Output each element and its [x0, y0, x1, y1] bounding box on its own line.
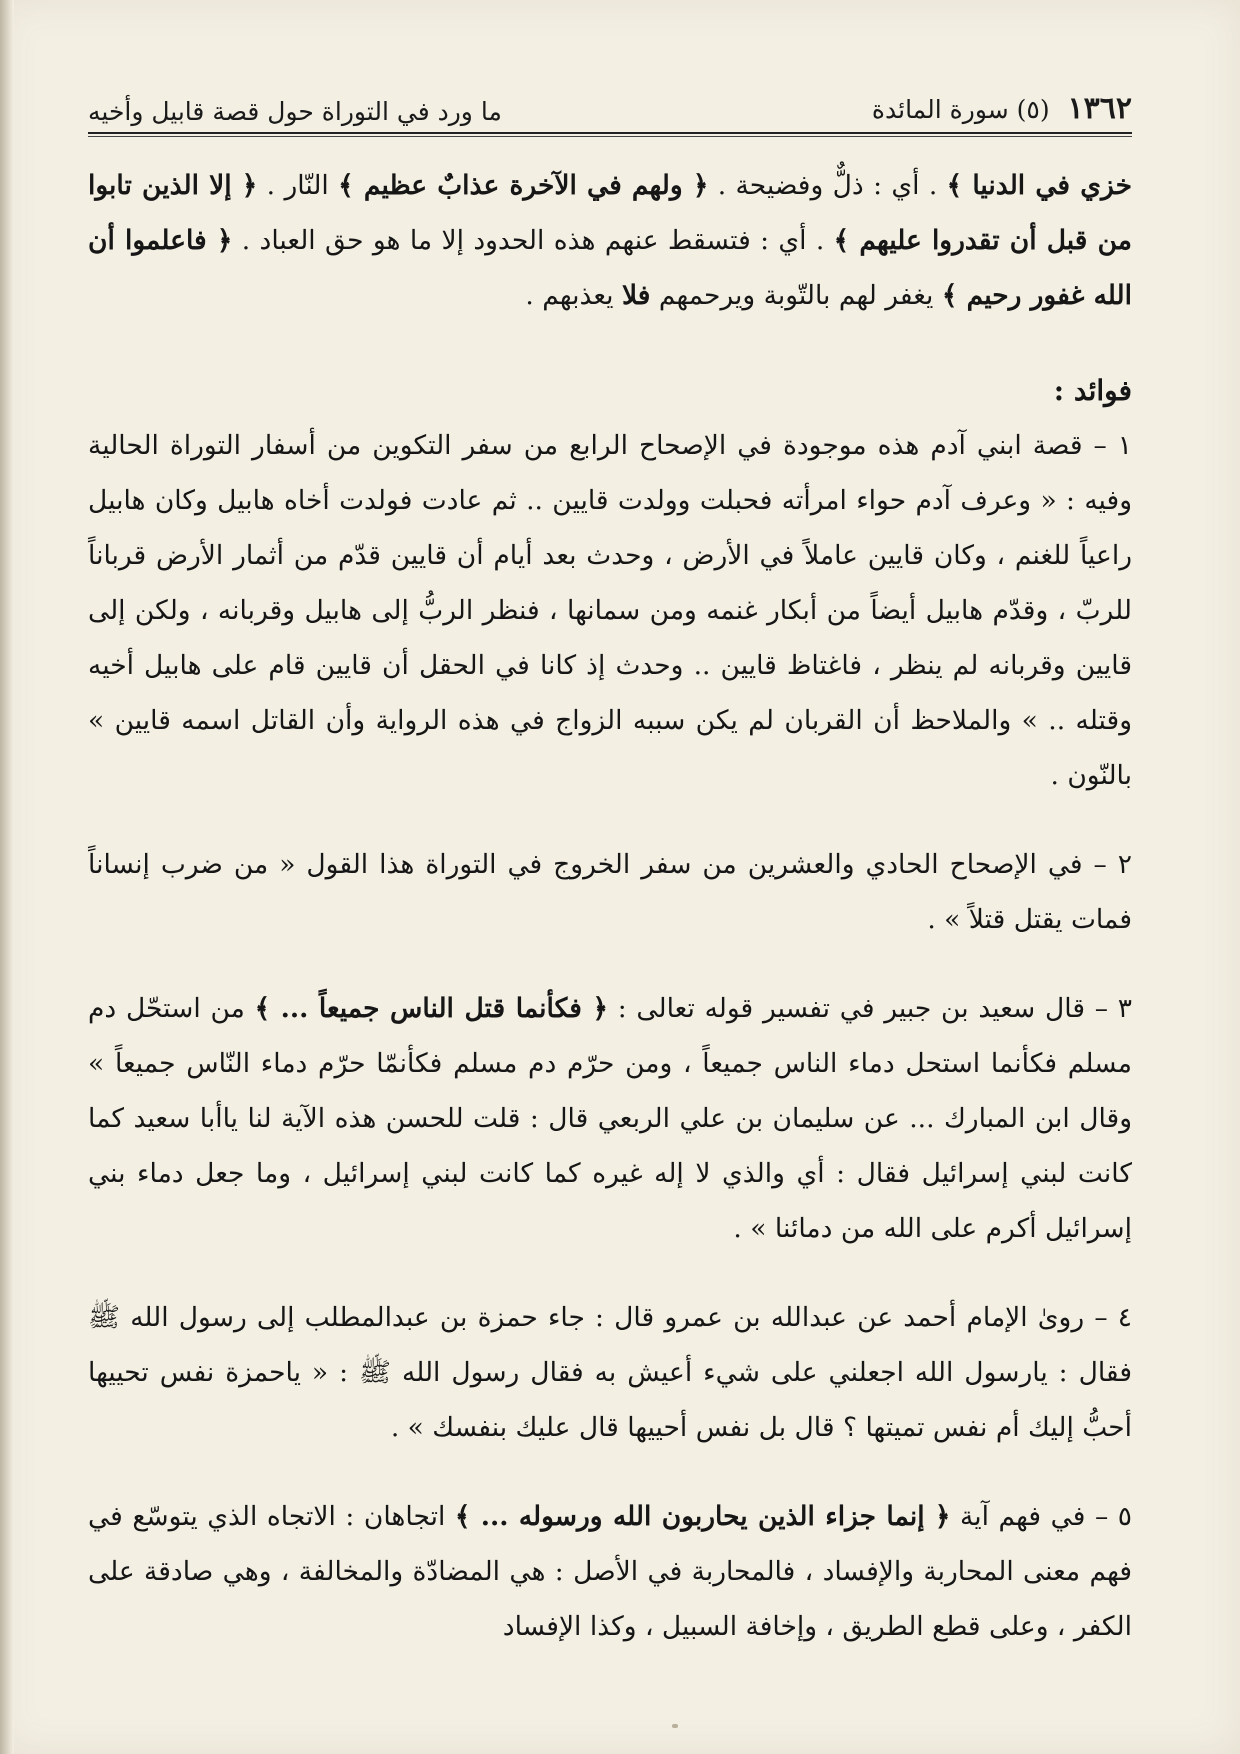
text-run: ٤ – روىٰ الإمام أحمد عن عبدالله بن عمرو قال : جاء حمزة بن عبدالمطلب إلى رسول الله ﷺ فقال : يارسول الله اجعلني على شيء أعيش به فقال رسول الله ﷺ : « ياحمزة نفس تحييها أحبُّ إليك أم نفس تميتها ؟ قال بل نفس أحييها قال عليك بنفسك » . — [88, 1302, 1132, 1443]
point-1-paragraph — [88, 418, 1132, 803]
point-3-paragraph — [88, 981, 1132, 1256]
text-run: يعذبهم . — [525, 280, 622, 311]
bold-text-run: ﴿ فكأنما قتل الناس جميعاً ... ﴾ — [254, 993, 608, 1024]
page-binding-shadow — [0, 0, 14, 1754]
text-run: ٢ – في الإصحاح الحادي والعشرين من سفر الخروج في التوراة هذا القول « من ضرب إنساناً فمات يقتل قتلاً » . — [88, 849, 1132, 935]
page-number: ١٣٦٢ — [1067, 91, 1132, 126]
header-rule — [88, 132, 1132, 134]
text-run: اتجاهان : الاتجاه الذي يتوسّع في فهم معنى المحاربة والإفساد ، فالمحاربة في الأصل : هي المضادّة والمخالفة ، وهي صادقة على الكفر ، وعلى قطع الطريق ، وإخافة السبيل ، وكذا الإفساد — [88, 1501, 1132, 1642]
section-title: ما ورد في التوراة حول قصة قابيل وأخيه — [88, 97, 502, 126]
bold-text-run: ﴿ إلا الذين تابوا من قبل أن تقدروا عليهم ﴾ — [88, 170, 1133, 256]
intro-paragraph — [88, 158, 1132, 323]
point-5-paragraph — [88, 1489, 1132, 1654]
bold-text-run: فلا — [621, 280, 651, 311]
point-4-paragraph — [88, 1290, 1132, 1455]
point-2-paragraph — [88, 837, 1132, 947]
surah-label: (٥) سورة المائدة — [871, 95, 1050, 124]
fawaid-heading: فوائد : — [1053, 374, 1132, 407]
text-run: ٥ – في فهم آية — [950, 1501, 1132, 1532]
bold-text-run: ﴿ إنما جزاء الذين يحاربون الله ورسوله ... ﴾ — [454, 1501, 951, 1532]
text-run: ٣ – قال سعيد بن جبير في تفسير قوله تعالى : — [607, 993, 1132, 1024]
header-page-info — [872, 91, 1132, 126]
paper-speck — [672, 1724, 678, 1728]
header-rule-thin — [88, 136, 1132, 137]
bold-text-run: خزي في الدنيا ﴾ — [946, 170, 1133, 201]
bold-text-run: ﴿ ولهم في الآخرة عذابٌ عظيم ﴾ — [338, 170, 709, 201]
text-run: . أي : ذلٌّ وفضيحة . — [708, 170, 947, 201]
bold-text-run: ﴿ فاعلموا أن الله غفور رحيم ﴾ — [88, 225, 1132, 311]
text-run: من استحّل دم مسلم فكأنما استحل دماء الناس جميعاً ، ومن حرّم دم مسلم فكأنمّا حرّم دماء النّاس جميعاً » وقال ابن المبارك ... عن سليمان بن علي الربعي قال : قلت للحسن هذه الآية لنا ياأبا سعيد كما كانت لبني إسرائيل فقال : أي والذي لا إله غيره كما كانت لبني إسرائيل ، وما جعل دماء بني إسرائيل أكرم على الله من دمائنا » . — [88, 993, 1132, 1244]
text-run: يغفر لهم بالتّوبة ويرحمهم — [650, 280, 942, 311]
text-run: . أي : فتسقط عنهم هذه الحدود إلا ما هو حق العباد . — [232, 225, 834, 256]
text-run: النّار . — [257, 170, 339, 201]
running-header — [88, 86, 1132, 126]
page-body — [88, 158, 1132, 1660]
text-run: ١ – قصة ابني آدم هذه موجودة في الإصحاح الرابع من سفر التكوين من أسفار التوراة الحالية وفيه : « وعرف آدم حواء امرأته فحبلت وولدت قايين .. ثم عادت فولدت أخاه هابيل وكان هابيل راعياً للغنم ، وكان قايين عاملاً في الأرض ، وحدث بعد أيام أن قايين قدّم من أثمار الأرض قرباناً للربّ ، وقدّم هابيل أيضاً من أبكار غنمه ومن سمانها ، فنظر الربُّ إلى هابيل وقربانه ، ولكن إلى قايين وقربانه لم ينظر ، فاغتاظ قايين .. وحدث إذ كانا في الحقل أن قايين قام على هابيل أخيه وقتله .. » والملاحظ أن القربان لم يكن سببه الزواج في هذه الرواية وأن القاتل اسمه قايين » بالنّون . — [88, 430, 1132, 791]
